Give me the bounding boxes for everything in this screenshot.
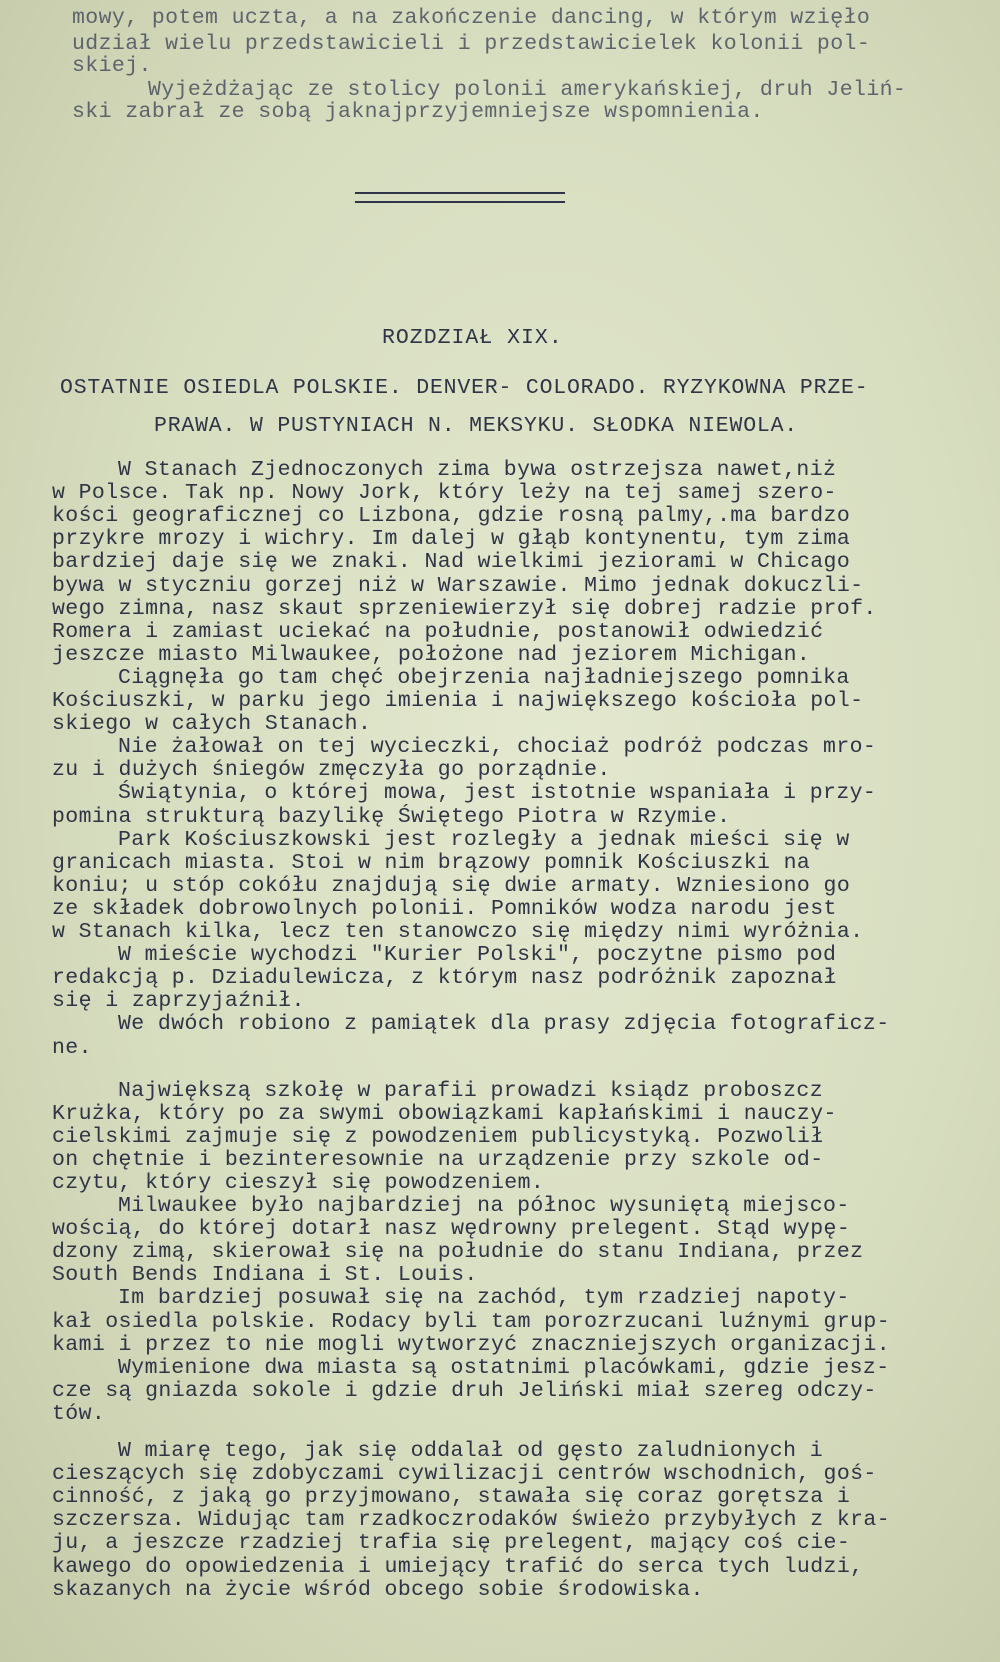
- body-text-line: Romera i zamiast uciekać na południe, postanowił odwiedzić: [52, 620, 824, 644]
- body-text-line: kawego do opowiedzenia i umiejący trafić do serca tych ludzi,: [52, 1555, 864, 1579]
- body-text-line: w Polsce. Tak np. Nowy Jork, który leży na tej samej szero-: [52, 481, 837, 505]
- body-text-line: wością, do której dotarł nasz wędrowny prelegent. Stąd wypę-: [52, 1217, 851, 1241]
- body-text-line: W Stanach Zjednoczonych zima bywa ostrzejsza nawet,niż: [118, 458, 837, 482]
- body-text-line: skiego w całych Stanach.: [52, 712, 372, 736]
- section-divider: [355, 192, 565, 203]
- body-text-line: cielskimi zajmuje się z powodzeniem publicystyką. Pozwolił: [52, 1125, 824, 1149]
- body-text-line: jeszcze miasto Milwaukee, położone nad jeziorem Michigan.: [52, 643, 811, 667]
- text-line: ski zabrał ze sobą jaknajprzyjemniejsze wspomnienia.: [72, 100, 764, 124]
- body-text-line: skazanych na życie wśród obcego sobie środowiska.: [52, 1578, 704, 1602]
- text-line: udział wielu przedstawicieli i przedstawicielek kolonii pol-: [72, 32, 871, 56]
- body-text-line: Wymienione dwa miasta są ostatnimi placówkami, gdzie jesz-: [118, 1356, 890, 1380]
- body-text-line: We dwóch robiono z pamiątek dla prasy zdjęcia fotograficz-: [118, 1012, 890, 1036]
- body-text-line: W mieście wychodzi "Kurier Polski", poczytne pismo pod: [118, 943, 837, 967]
- body-text-line: pomina strukturą bazylikę Świętego Piotra w Rzymie.: [52, 805, 731, 829]
- body-text-line: bardziej daje się we znaki. Nad wielkimi jeziorami w Chicago: [52, 550, 851, 574]
- text-line: Wyjeżdżając ze stolicy polonii amerykańskiej, druh Jeliń-: [148, 78, 907, 102]
- body-text-line: kał osiedla polskie. Rodacy byli tam porozrzucani luźnymi grup-: [52, 1310, 891, 1334]
- body-text-line: Ciągnęła go tam chęć obejrzenia najładniejszego pomnika: [118, 666, 850, 690]
- body-text-line: szczersza. Widując tam rzadkoczrodaków świeżo przybyłych z kra-: [52, 1508, 891, 1532]
- body-text-line: się i zaprzyjaźnił.: [52, 989, 305, 1013]
- body-text-line: Nie żałował on tej wycieczki, chociaż podróż podczas mro-: [118, 735, 877, 759]
- body-text-line: Milwaukee było najbardziej na północ wysuniętą miejsco-: [118, 1194, 850, 1218]
- text-line: skiej.: [72, 54, 152, 78]
- body-text-line: dzony zimą, skierował się na południe do stanu Indiana, przez: [52, 1240, 864, 1264]
- body-text-line: cze są gniazda sokole i gdzie druh Jeliński miał szereg odczy-: [52, 1379, 877, 1403]
- body-text-line: granicach miasta. Stoi w nim brązowy pomnik Kościuszki na: [52, 851, 811, 875]
- body-text-line: czytu, który cieszył się powodzeniem.: [52, 1171, 545, 1195]
- body-text-line: Im bardziej posuwał się na zachód, tym rzadziej napoty-: [118, 1286, 850, 1310]
- body-text-line: przykre mrozy i wichry. Im dalej w głąb kontynentu, tym zima: [52, 527, 851, 551]
- body-text-line: wego zimna, nasz skaut sprzeniewierzył się dobrej radzie prof.: [52, 597, 877, 621]
- body-text-line: Kościuszki, w parku jego imienia i największego kościoła pol-: [52, 689, 864, 713]
- body-text-line: kości geograficznej co Lizbona, gdzie rosną palmy,.ma bardzo: [52, 504, 851, 528]
- body-text-line: Największą szkołę w parafii prowadzi ksiądz proboszcz: [118, 1079, 824, 1103]
- body-text-line: redakcją p. Dziadulewicza, z którym nasz podróżnik zapoznał: [52, 966, 837, 990]
- body-text-line: zu i dużych śniegów zmęczyła go porządnie.: [52, 758, 611, 782]
- body-text-line: bywa w styczniu gorzej niż w Warszawie. Mimo jednak dokuczli-: [52, 574, 864, 598]
- body-text-line: koniu; u stóp cokółu znajdują się dwie armaty. Wzniesiono go: [52, 874, 851, 898]
- body-text-line: cinność, z jaką go przyjmowano, stawała się coraz gorętsza i: [52, 1485, 851, 1509]
- body-text-line: Świątynia, o której mowa, jest istotnie wspaniała i przy-: [118, 781, 877, 805]
- body-text-line: W miarę tego, jak się oddalał od gęsto zaludnionych i: [118, 1439, 824, 1463]
- body-text-line: ne.: [52, 1036, 92, 1060]
- text-line: mowy, potem uczta, a na zakończenie dancing, w którym wzięło: [72, 6, 871, 30]
- chapter-subtitle-line1: OSTATNIE OSIEDLA POLSKIE. DENVER- COLORADO. RYZYKOWNA PRZE-: [60, 376, 869, 400]
- body-text-line: Krużka, który po za swymi obowiązkami kapłańskimi i nauczy-: [52, 1102, 837, 1126]
- body-text-line: Park Kościuszkowski jest rozległy a jednak mieści się w: [118, 828, 850, 852]
- body-text-line: South Bends Indiana i St. Louis.: [52, 1263, 478, 1287]
- chapter-heading: ROZDZIAŁ XIX.: [382, 326, 563, 350]
- chapter-subtitle-line2: PRAWA. W PUSTYNIACH N. MEKSYKU. SŁODKA NIEWOLA.: [154, 414, 798, 438]
- body-text-line: ju, a jeszcze rzadziej trafia się prelegent, mający coś cie-: [52, 1531, 851, 1555]
- body-text-line: tów.: [52, 1402, 106, 1426]
- body-text-line: ze składek dobrowolnych polonii. Pomników wodza narodu jest: [52, 897, 837, 921]
- body-text-line: cieszących się zdobyczami cywilizacji centrów wschodnich, goś-: [52, 1462, 877, 1486]
- body-text-line: on chętnie i bezinteresownie na urządzenie przy szkole od-: [52, 1148, 824, 1172]
- body-text-line: kami i przez to nie mogli wytworzyć znaczniejszych organizacji.: [52, 1333, 891, 1357]
- body-text-line: w Stanach kilka, lecz ten stanowczo się między nimi wyróżnia.: [52, 920, 864, 944]
